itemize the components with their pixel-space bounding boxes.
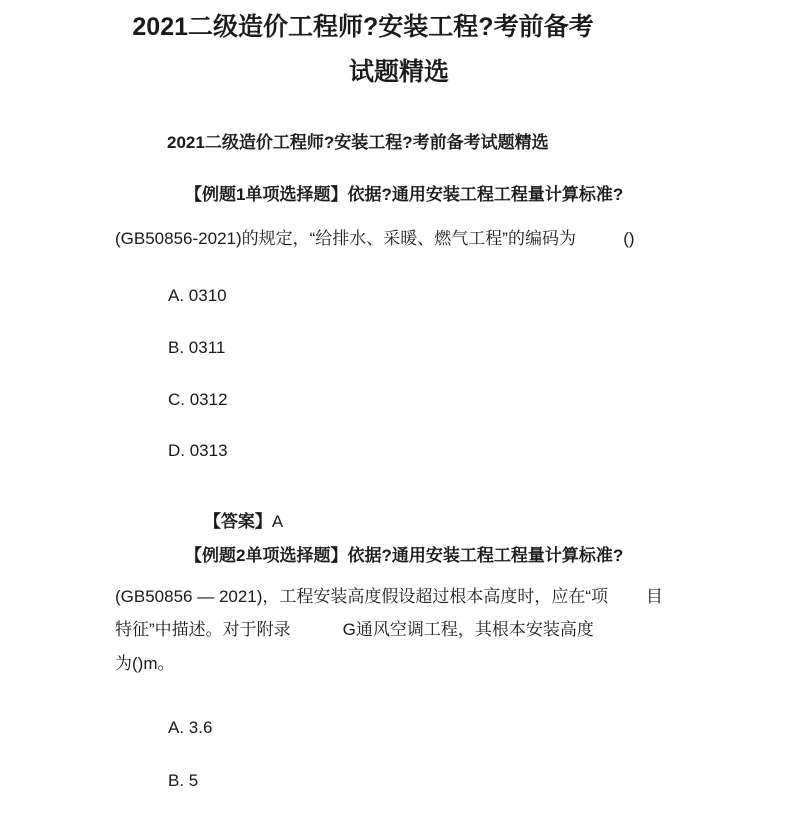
question2-option-a: A. 3.6 xyxy=(168,718,213,737)
question1-body: (GB50856-2021)的规定，“给排水、采暖、燃气工程”的编码为 () xyxy=(115,229,635,248)
question1-answer-label: 【答案】 xyxy=(203,512,272,531)
question1-option-c: C. 0312 xyxy=(168,390,228,409)
question2-body-line1: (GB50856 — 2021)，工程安装高度假设超过根本高度时，应在“项 目 xyxy=(115,587,663,606)
question1-option-a: A. 0310 xyxy=(168,286,227,305)
question1-option-d: D. 0313 xyxy=(168,441,228,460)
question2-body-line3: 为()m。 xyxy=(115,654,175,673)
document-title-line1: 2021二级造价工程师?安装工程?考前备考 xyxy=(132,13,594,41)
question1-heading: 【例题1单项选择题】依据?通用安装工程工程量计算标准? xyxy=(185,185,624,204)
document-title-line2: 试题精选 xyxy=(348,58,449,86)
question1-answer-value: A xyxy=(271,512,284,531)
question1-answer-line xyxy=(185,492,283,552)
question2-heading: 【例题2单项选择题】依据?通用安装工程工程量计算标准? xyxy=(185,546,624,565)
question1-option-b: B. 0311 xyxy=(168,338,226,357)
document-subtitle: 2021二级造价工程师?安装工程?考前备考试题精选 xyxy=(167,133,549,152)
question2-body-line2: 特征”中描述。对于附录 G通风空调工程，其根本安装高度 xyxy=(115,620,594,639)
question2-option-b: B. 5 xyxy=(168,771,199,790)
